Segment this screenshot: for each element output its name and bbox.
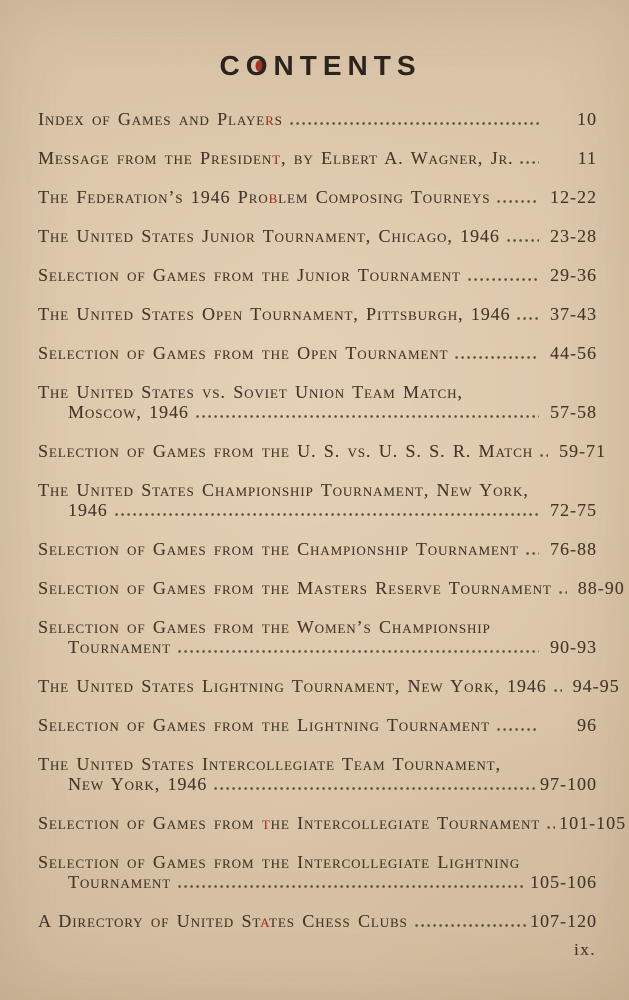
toc-entry [38,911,597,931]
toc-page-number: 107-120 [530,911,597,931]
folio-page-number: ix. [574,940,596,959]
title-letter-o: O [245,50,274,81]
toc-page-number: 44-56 [550,343,597,363]
toc-entry [38,226,597,246]
toc-entry-continuation-line [38,637,597,657]
toc-entry-text: b [268,187,279,207]
leader-dots [526,552,539,555]
toc-entry-line [38,480,597,500]
toc-page-number: 101-105 [559,813,627,833]
toc-entry-text: Tournament [68,637,172,657]
toc-page-number: 29-36 [550,265,597,285]
toc-entry-label [38,754,501,774]
toc-entry [38,852,597,892]
toc-page-number: 96 [577,715,597,735]
toc-entry-text: t [261,813,271,833]
toc-entry-line [38,304,597,324]
toc-entry-label [38,441,533,461]
toc-page-number: 105-106 [530,872,597,892]
toc-entry-label [38,480,529,500]
toc-entry-text: The United States Championship Tournament, New York, [38,480,529,500]
toc-page-number: 57-58 [550,402,597,422]
toc-entry-text: The United States Lightning Tournament, New York, 1946 [38,676,547,696]
toc-entry-line [38,539,597,559]
toc-entry-text: The United States Open Tournament, Pittsburgh, 1946 [38,304,511,324]
toc-entry-label [68,872,171,892]
toc-page-number: 37-43 [550,304,597,324]
toc-entry-text: Selection of Games from the Championship Tournament [38,539,519,559]
toc-entry-continuation-line [38,774,597,794]
toc-entry [38,109,597,129]
toc-entry-text: Index of Games and Playe [38,109,266,129]
toc-entry-label [38,265,461,285]
leader-dots [468,278,539,281]
toc-entry-text: , by Elbert A. Wagner, Jr. [280,148,514,168]
toc-entry [38,343,597,363]
toc-entry-label [38,617,491,637]
toc-entry [38,617,597,657]
toc-entry-text: A Directory of United St [38,911,261,931]
toc-entry-line [38,109,597,129]
toc-entry-text: Selection of Games from the Junior Tournament [38,265,461,285]
toc-entry-line [38,911,597,931]
toc-entry-text: tes Chess Clubs [269,911,408,931]
toc-entry-label [38,676,547,696]
leader-dots [415,924,526,927]
toc-entry [38,676,620,696]
leader-dots [290,122,539,125]
toc-entry-continuation-line [38,402,597,422]
leader-dots [196,415,539,418]
leader-dots [517,317,539,320]
toc-entry-label [68,774,207,794]
toc-entry-line [38,226,597,246]
toc-entry-line [38,813,627,833]
leader-dots [520,161,539,164]
toc-entry-label [38,226,500,246]
toc-entry [38,382,597,422]
toc-entry-line [38,441,607,461]
leader-dots [455,356,539,359]
toc-entry [38,578,625,598]
toc-page-number: 90-93 [550,637,597,657]
toc-page-number: 12-22 [550,187,597,207]
toc-entry-text: Selection of Games from [38,813,262,833]
toc-entry-text: a [260,911,270,931]
toc-entry-text: Selection of Games from the Masters Reserve Tournament [38,578,552,598]
toc-entry [38,813,627,833]
toc-entry-text: Selection of Games from the Intercollegiate Lightning [38,852,521,872]
toc-entry-text: he Intercollegiate Tournament [270,813,541,833]
toc-page-number: 72-75 [550,500,597,520]
toc-entry-label [38,109,283,129]
toc-entry-text: s [274,109,283,129]
toc-page-number: 94-95 [572,676,620,696]
toc-entry-label [38,715,490,735]
leader-dots [214,787,536,790]
toc-entry-line [38,754,597,774]
toc-entry-line [38,715,597,735]
toc-entry-text: Message from the Presiden [38,148,273,168]
toc-entry-label [68,402,189,422]
leader-dots [559,591,567,594]
toc-entry-label [68,500,108,520]
toc-entry-text: t [272,148,281,168]
toc-entry [38,187,597,207]
toc-entry-label [38,382,463,402]
toc-entry-label [38,813,540,833]
toc-entry-text: The United States Junior Tournament, Chicago, 1946 [38,226,500,246]
toc-entry-line [38,617,597,637]
toc-page-number: 11 [577,148,597,168]
toc-entry-line [38,382,597,402]
toc-entry-line [38,187,597,207]
toc-entry-text: r [265,109,275,129]
toc-entry-label [38,187,490,207]
toc-entry [38,480,597,520]
toc-page-number: 59-71 [559,441,607,461]
toc-entry-label [38,578,552,598]
leader-dots [178,885,526,888]
toc-entry-line [38,343,597,363]
toc-entry-text: The United States Intercollegiate Team Tournament, [38,754,501,774]
toc-entry-text: Moscow, 1946 [68,402,189,422]
toc-entry-text: The United States vs. Soviet Union Team Match, [38,382,463,402]
leader-dots [554,689,562,692]
toc-page-number: 88-90 [577,578,625,598]
page-title [38,52,597,80]
toc-page-number: 10 [577,109,597,129]
leader-dots [497,200,539,203]
toc-list [38,109,627,931]
title-text-pre: C [219,50,246,81]
toc-entry-text: Tournament [68,872,172,892]
toc-page-number: 23-28 [550,226,597,246]
toc-entry [38,304,597,324]
toc-entry-label [38,539,519,559]
toc-entry-text: New York, 1946 [68,774,208,794]
toc-entry [38,441,607,461]
toc-entry-line [38,265,597,285]
toc-entry [38,539,597,559]
toc-entry-text: Selection of Games from the Lightning Tournament [38,715,490,735]
toc-entry-label [38,304,510,324]
leader-dots [540,454,548,457]
toc-entry-label [68,637,171,657]
toc-entry-text: Selection of Games from the U. S. vs. U. S. S. R. Match [38,441,534,461]
toc-entry-line [38,578,625,598]
toc-entry-label [38,911,408,931]
toc-entry [38,265,597,285]
title-text-rest: NTENTS [273,50,422,81]
toc-entry-continuation-line [38,872,597,892]
toc-page-number: 97-100 [540,774,597,794]
toc-entry [38,715,597,735]
toc-entry-text: Selection of Games from the Open Tournament [38,343,449,363]
leader-dots [507,239,539,242]
toc-entry-continuation-line [38,500,597,520]
toc-page-number: 76-88 [550,539,597,559]
toc-entry-text: Selection of Games from the Women’s Championship [38,617,491,637]
toc-entry-text: lem Composing Tourneys [278,187,491,207]
leader-dots [115,513,539,516]
toc-entry [38,754,597,794]
leader-dots [497,728,539,731]
toc-entry-text: The Federation’s 1946 Pro [38,187,269,207]
toc-entry-label [38,343,448,363]
leader-dots [178,650,539,653]
toc-entry-line [38,148,597,168]
toc-entry-line [38,676,620,696]
toc-entry-label [38,148,513,168]
toc-entry-label [38,852,520,872]
toc-entry-line [38,852,597,872]
toc-entry [38,148,597,168]
toc-entry-text: 1946 [68,500,108,520]
leader-dots [547,826,555,829]
